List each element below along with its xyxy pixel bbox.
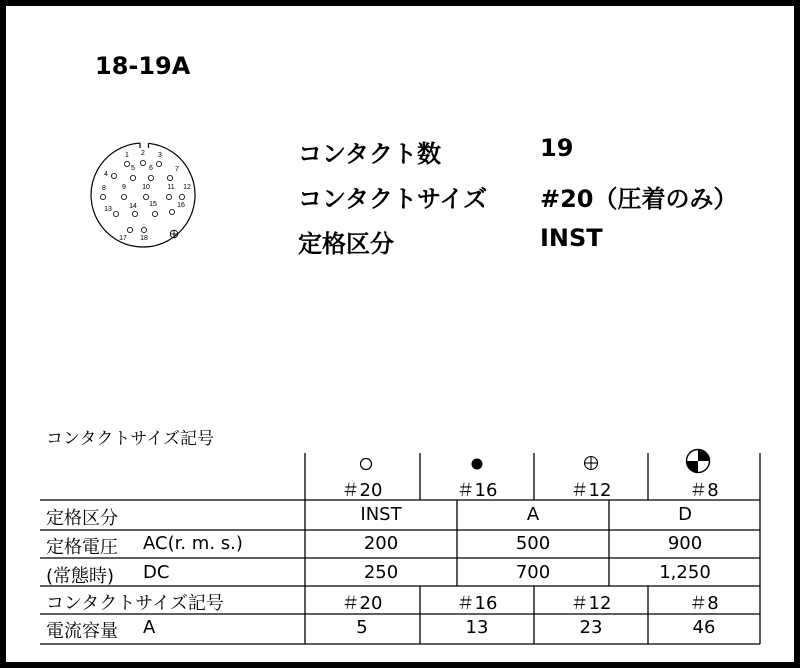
pin-hole — [121, 194, 126, 199]
pin-label: 16 — [177, 202, 185, 209]
connector-pin-diagram — [88, 140, 198, 250]
pin-hole — [152, 211, 157, 216]
row-current-unit: A — [143, 617, 156, 638]
pin-hole — [113, 211, 118, 216]
pin-hole — [127, 227, 132, 232]
row-current-label: 電流容量 — [46, 621, 118, 642]
current-value-16: 13 — [465, 617, 489, 638]
row-voltage-dc-unit: DC — [143, 562, 170, 583]
row-voltage-ac-label: 定格電圧 — [46, 537, 118, 558]
pin-label: 15 — [149, 201, 157, 208]
voltage-ac-a: 500 — [515, 533, 551, 554]
pin-hole — [111, 173, 116, 178]
pin-hole — [169, 209, 174, 214]
size-value-20: ＃20 — [341, 593, 383, 614]
row-voltage-dc-label: (常態時) — [46, 566, 115, 587]
pin-hole — [148, 175, 153, 180]
pin-label: 6 — [149, 165, 153, 172]
pin-label: 7 — [175, 166, 179, 173]
quartered-circle-icon — [685, 448, 711, 474]
voltage-ac-d: 900 — [667, 533, 703, 554]
pin-hole — [100, 194, 105, 199]
size-value-16: ＃16 — [456, 593, 498, 614]
pin-label: 11 — [167, 184, 175, 191]
size-value-12: ＃12 — [570, 593, 612, 614]
pin-label: 18 — [140, 235, 148, 242]
pin-label: 8 — [102, 185, 106, 192]
pin-hole — [179, 194, 184, 199]
row-size-label: コンタクトサイズ記号 — [46, 593, 224, 614]
contact-size-label: コンタクトサイズ — [298, 185, 488, 213]
contacts-count-label: コンタクト数 — [298, 140, 442, 168]
row-rating-label: 定格区分 — [46, 508, 118, 529]
pin-hole — [130, 175, 135, 180]
pin-hole — [132, 211, 137, 216]
pin-label: 12 — [183, 184, 191, 191]
pin-hole — [141, 227, 146, 232]
row-voltage-ac-unit: AC(r. m. s.) — [143, 533, 243, 554]
open-circle-icon — [359, 457, 373, 471]
pin-label: 9 — [122, 184, 126, 191]
pin-hole — [143, 194, 148, 199]
pin-label: 10 — [142, 184, 150, 191]
size-value-8: ＃8 — [689, 593, 719, 614]
contacts-count-value: 19 — [540, 134, 574, 162]
filled-circle-icon — [470, 457, 484, 471]
pin-hole — [166, 194, 171, 199]
header-size-12: ＃12 — [570, 480, 612, 501]
pin-label: 14 — [129, 203, 137, 210]
rating-value-inst: INST — [360, 504, 402, 525]
model-title: 18-19A — [95, 52, 191, 80]
table-title: コンタクトサイズ記号 — [46, 429, 214, 449]
contact-size-value: #20（圧着のみ） — [540, 185, 738, 213]
voltage-dc-a: 700 — [515, 562, 551, 583]
pin-label: 2 — [141, 150, 145, 157]
current-value-12: 23 — [579, 617, 603, 638]
rating-value-a: A — [526, 504, 540, 525]
pin-hole — [156, 161, 161, 166]
pin-label: 13 — [104, 206, 112, 213]
current-value-8: 46 — [692, 617, 716, 638]
voltage-dc-d: 1,250 — [659, 562, 711, 583]
pin-hole — [167, 175, 172, 180]
pin-hole — [140, 160, 145, 165]
pin-label: 17 — [119, 235, 127, 242]
pin-hole — [124, 161, 129, 166]
pin-label: 5 — [131, 165, 135, 172]
current-value-20: 5 — [356, 617, 368, 638]
pin-label: 4 — [104, 171, 108, 178]
header-size-20: ＃20 — [341, 480, 383, 501]
rating-class-label: 定格区分 — [298, 230, 394, 258]
rating-value-d: D — [678, 504, 692, 525]
pin-label: 3 — [158, 152, 162, 159]
header-size-8: ＃8 — [689, 480, 719, 501]
voltage-ac-inst: 200 — [363, 533, 399, 554]
header-size-16: ＃16 — [456, 480, 498, 501]
crossed-circle-icon — [583, 455, 599, 471]
rating-class-value: INST — [540, 224, 603, 252]
voltage-dc-inst: 250 — [363, 562, 399, 583]
pin-label: 1 — [125, 152, 129, 159]
